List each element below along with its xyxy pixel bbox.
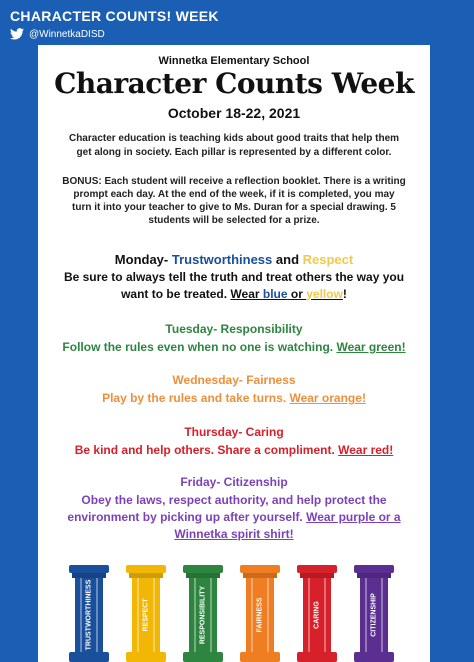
pillar-base xyxy=(183,652,223,662)
bonus-line: students will be selected for a prize. xyxy=(148,215,320,226)
page-title: Character Counts Week xyxy=(54,67,414,100)
twitter-bird-icon xyxy=(10,28,24,40)
pillar-flute xyxy=(137,578,139,652)
thursday-body: Be kind and help others. Share a compliment. Wear red! xyxy=(74,443,394,457)
pillar-flute xyxy=(308,578,310,652)
pillar-label: RESPECT xyxy=(142,598,150,632)
wednesday-wear-instruction: Wear orange! xyxy=(289,391,366,405)
pillar-flute xyxy=(365,578,367,652)
pillar-cap xyxy=(69,565,109,573)
monday-heading: Monday- Trustworthiness and Respect xyxy=(114,252,354,267)
tuesday-heading: Tuesday- Responsibility xyxy=(165,322,303,336)
pillar-citizenship xyxy=(354,565,394,662)
wednesday-heading: Wednesday- Fairness xyxy=(172,373,296,387)
intro-line: get along in society. Each pillar is represented by a different color. xyxy=(76,147,392,158)
wednesday-body: Play by the rules and take turns. Wear orange! xyxy=(102,391,366,405)
pillar-base xyxy=(354,652,394,662)
twitter-handle[interactable] xyxy=(10,28,105,40)
pillar-cap xyxy=(126,565,166,573)
thursday-section xyxy=(38,425,430,459)
pillar-flute xyxy=(324,578,326,652)
monday-wear-instruction: Wear blue or yellow xyxy=(230,287,343,301)
event-dates: October 18-22, 2021 xyxy=(167,105,301,121)
pillar-fairness xyxy=(240,565,280,662)
friday-wear-instruction-cont: Winnetka spirit shirt! xyxy=(174,527,294,541)
wednesday-section xyxy=(38,373,430,407)
monday-body: Be sure to always tell the truth and treat others the way you want to be treated. Wear blue or yellow! xyxy=(63,270,405,301)
bonus-line: turn it into your teacher to give to Ms. Duran for a special drawing. 5 xyxy=(72,202,396,213)
pillars-graphic xyxy=(66,565,406,662)
pillar-caring xyxy=(297,565,337,662)
pillar-cap xyxy=(240,565,280,573)
pillar-trustworthiness xyxy=(69,565,109,662)
pillar-flute xyxy=(153,578,155,652)
pillar-label: FAIRNESS xyxy=(256,597,264,633)
tuesday-section xyxy=(38,322,430,356)
bonus-line: BONUS: Each student will receive a reflection booklet. There is a writing xyxy=(62,176,406,187)
flyer-sheet xyxy=(38,45,430,662)
pillar-label: RESPONSIBILITY xyxy=(199,585,207,645)
monday-section xyxy=(38,252,430,303)
pillar-base xyxy=(297,652,337,662)
friday-body: Obey the laws, respect authority, and help protect the environment by picking up after yourself. Wear purple or a Winnetka spirit shirt! xyxy=(38,492,430,543)
pillar-flute xyxy=(80,578,82,652)
tuesday-body: Follow the rules even when no one is watching. Wear green! xyxy=(62,340,406,354)
pillar-label: CARING xyxy=(313,601,321,629)
pillar-cap xyxy=(183,565,223,573)
pillar-label: CITIZENSHIP xyxy=(370,593,378,637)
intro-paragraph xyxy=(38,132,430,160)
twitter-handle-text: @WinnetkaDISD xyxy=(29,28,105,40)
bonus-paragraph xyxy=(38,175,430,227)
header-title: CHARACTER COUNTS! WEEK xyxy=(10,8,219,24)
intro-line: Character education is teaching kids about good traits that help them xyxy=(68,133,400,144)
friday-heading: Friday- Citizenship xyxy=(180,475,288,489)
pillar-base xyxy=(126,652,166,662)
pillar-flute xyxy=(96,578,98,652)
friday-wear-instruction: Wear purple or a xyxy=(306,510,401,524)
header-bar xyxy=(0,0,474,46)
pillar-flute xyxy=(194,578,196,652)
pillar-respect-text: Respect xyxy=(302,252,354,267)
thursday-heading: Thursday- Caring xyxy=(184,425,284,439)
pillar-responsibility xyxy=(183,565,223,662)
bonus-line: prompt each day. At the end of the week, if it is completed, you may xyxy=(73,189,395,200)
school-name: Winnetka Elementary School xyxy=(158,55,310,67)
tuesday-wear-instruction: Wear green! xyxy=(336,340,406,354)
pillar-flute xyxy=(381,578,383,652)
pillar-base xyxy=(69,652,109,662)
pillar-cap xyxy=(354,565,394,573)
pillar-base xyxy=(240,652,280,662)
pillar-flute xyxy=(267,578,269,652)
pillar-flute xyxy=(210,578,212,652)
pillar-cap xyxy=(297,565,337,573)
pillar-label: TRUSTWORTHINESS xyxy=(85,579,93,651)
pillar-respect xyxy=(126,565,166,662)
pillar-trustworthiness-text: Trustworthiness xyxy=(171,252,273,267)
thursday-wear-instruction: Wear red! xyxy=(338,443,394,457)
pillar-flute xyxy=(251,578,253,652)
friday-section xyxy=(38,475,430,543)
